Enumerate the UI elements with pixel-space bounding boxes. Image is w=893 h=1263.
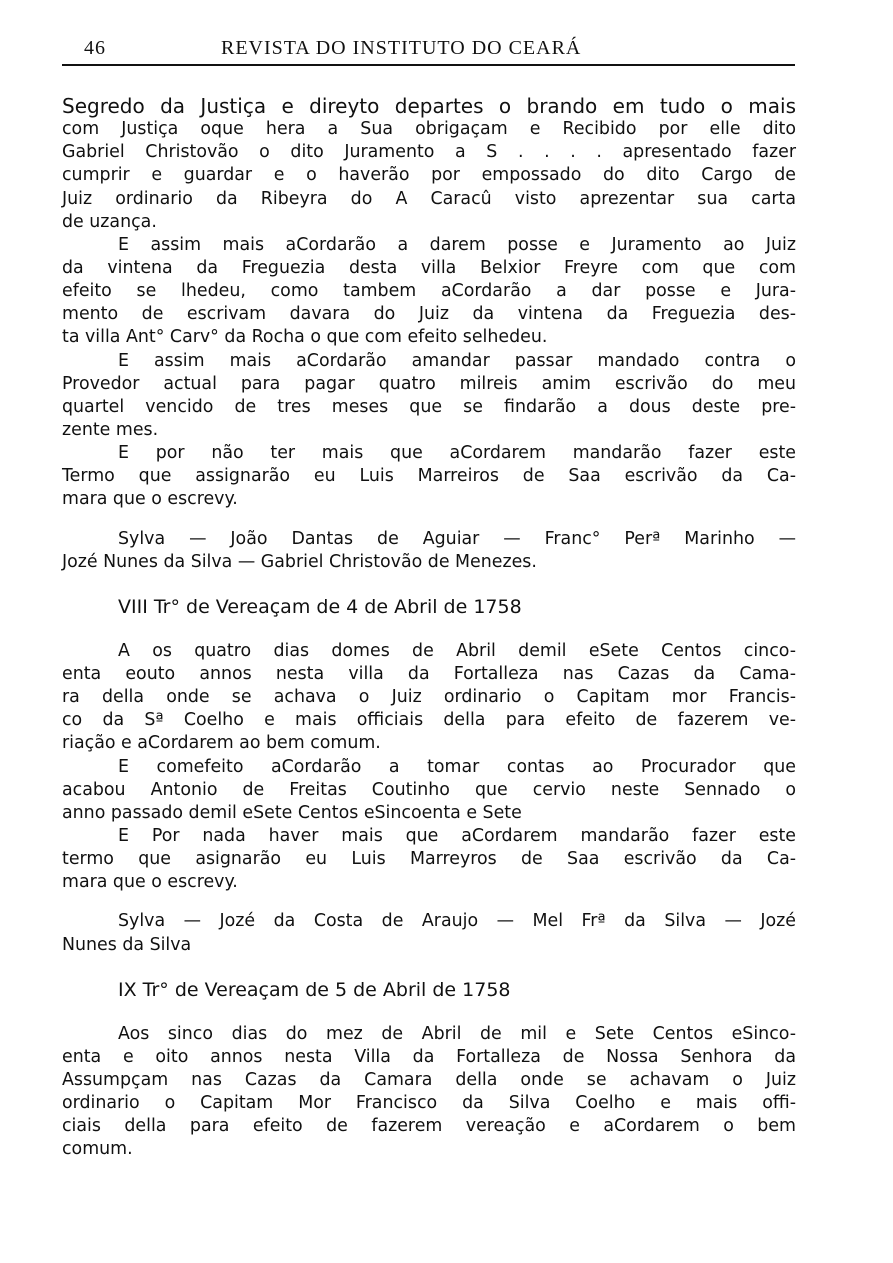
text-line: enta e oito annos nesta Villa da Fortalleza de Nossa Senhora da [62, 1046, 796, 1067]
text-line: E por não ter mais que aCordarem mandarão fazer este [118, 443, 796, 464]
text-line: Provedor actual para pagar quatro milreis amim escrivão do meu [62, 373, 796, 394]
text-line: Sylva — Jozé da Costa de Araujo — Mel Frª da Silva — Jozé [118, 911, 796, 932]
text-line: ra della onde se achava o Juiz ordinario o Capitam mor Francis- [62, 687, 796, 708]
paragraph-2 [62, 234, 796, 350]
text-line: mara que o escrevy. [62, 872, 238, 893]
text-line: Sylva — João Dantas de Aguiar — Franc° Perª Marinho — [118, 528, 796, 549]
opening-paragraph [62, 95, 796, 234]
text-line: ordinario o Capitam Mor Francisco da Silva Coelho e mais offi- [62, 1093, 796, 1114]
signatures-block-1 [62, 528, 796, 574]
text-line: ciais della para efeito de fazerem vereação e aCordarem o bem [62, 1116, 796, 1137]
text-line: de uzança. [62, 211, 157, 232]
text-line: Termo que assignarão eu Luis Marreiros de Saa escrivão da Ca- [62, 466, 796, 487]
section-ix-title: IX Tr° de Vereaçam de 5 de Abril de 1758 [118, 978, 511, 1001]
text-line: Assumpçam nas Cazas da Camara della onde se achavam o Juiz [62, 1069, 796, 1090]
section-viii-paragraph-3 [62, 825, 796, 894]
text-line: E assim mais aCordarão amandar passar mandado contra o [118, 350, 796, 371]
text-line: zente mes. [62, 419, 159, 440]
text-line: E comefeito aCordarão a tomar contas ao Procurador que [118, 756, 796, 777]
text-line: quartel vencido de tres meses que se findarão a dous deste pre- [62, 396, 796, 417]
text-line: efeito se lhedeu, como tambem aCordarão a dar posse e Jura- [62, 281, 796, 302]
text-line: Jozé Nunes da Silva — Gabriel Christovão de Menezes. [62, 551, 537, 572]
text-line: da vintena da Freguezia desta villa Belxior Freyre com que com [62, 257, 796, 278]
section-ix-paragraph-1 [62, 1023, 796, 1162]
text-line: Gabriel Christovão o dito Juramento a S . . . . apresentado fazer [62, 142, 796, 163]
text-line: co da Sª Coelho e mais officiais della para efeito de fazerem ve- [62, 710, 796, 731]
page-number: 46 [84, 37, 106, 59]
paragraph-4 [62, 442, 796, 511]
signatures-block-2 [62, 910, 796, 956]
text-line: E assim mais aCordarão a darem posse e Juramento ao Juiz [118, 234, 796, 255]
text-line: A os quatro dias domes de Abril demil eSete Centos cinco- [118, 640, 796, 661]
text-line: Segredo da Justiça e direyto departes o brando em tudo o mais [62, 94, 796, 118]
text-line: Nunes da Silva [62, 934, 192, 955]
text-line: comum. [62, 1139, 133, 1160]
text-line: ta villa Ant° Carv° da Rocha o que com efeito selhedeu. [62, 327, 548, 348]
text-line: acabou Antonio de Freitas Coutinho que cervio neste Sennado o [62, 779, 796, 800]
text-line: mara que o escrevy. [62, 489, 238, 510]
paragraph-3 [62, 350, 796, 443]
page-body [62, 95, 796, 1161]
text-line: com Justiça oque hera a Sua obrigaçam e Recibido por elle dito [62, 119, 796, 140]
text-line: termo que asignarão eu Luis Marreyros de Saa escrivão da Ca- [62, 849, 796, 870]
journal-title: REVISTA DO INSTITUTO DO CEARÁ [221, 37, 582, 59]
text-line: cumprir e guardar e o haverão por empossado do dito Cargo de [62, 165, 796, 186]
section-viii-paragraph-1 [62, 640, 796, 756]
text-line: mento de escrivam davara do Juiz da vintena da Freguezia des- [62, 304, 796, 325]
text-line: E Por nada haver mais que aCordarem mandarão fazer este [118, 825, 796, 846]
text-line: enta eouto annos nesta villa da Fortalleza nas Cazas da Cama- [62, 663, 796, 684]
text-line: Aos sinco dias do mez de Abril de mil e Sete Centos eSinco- [118, 1023, 796, 1044]
section-viii-title: VIII Tr° de Vereaçam de 4 de Abril de 1758 [118, 595, 522, 618]
running-header [62, 30, 795, 66]
section-viii-paragraph-2 [62, 756, 796, 825]
text-line: Juiz ordinario da Ribeyra do A Caracû visto aprezentar sua carta [62, 188, 796, 209]
text-line: riação e aCordarem ao bem comum. [62, 733, 381, 754]
text-line: anno passado demil eSete Centos eSincoenta e Sete [62, 802, 522, 823]
